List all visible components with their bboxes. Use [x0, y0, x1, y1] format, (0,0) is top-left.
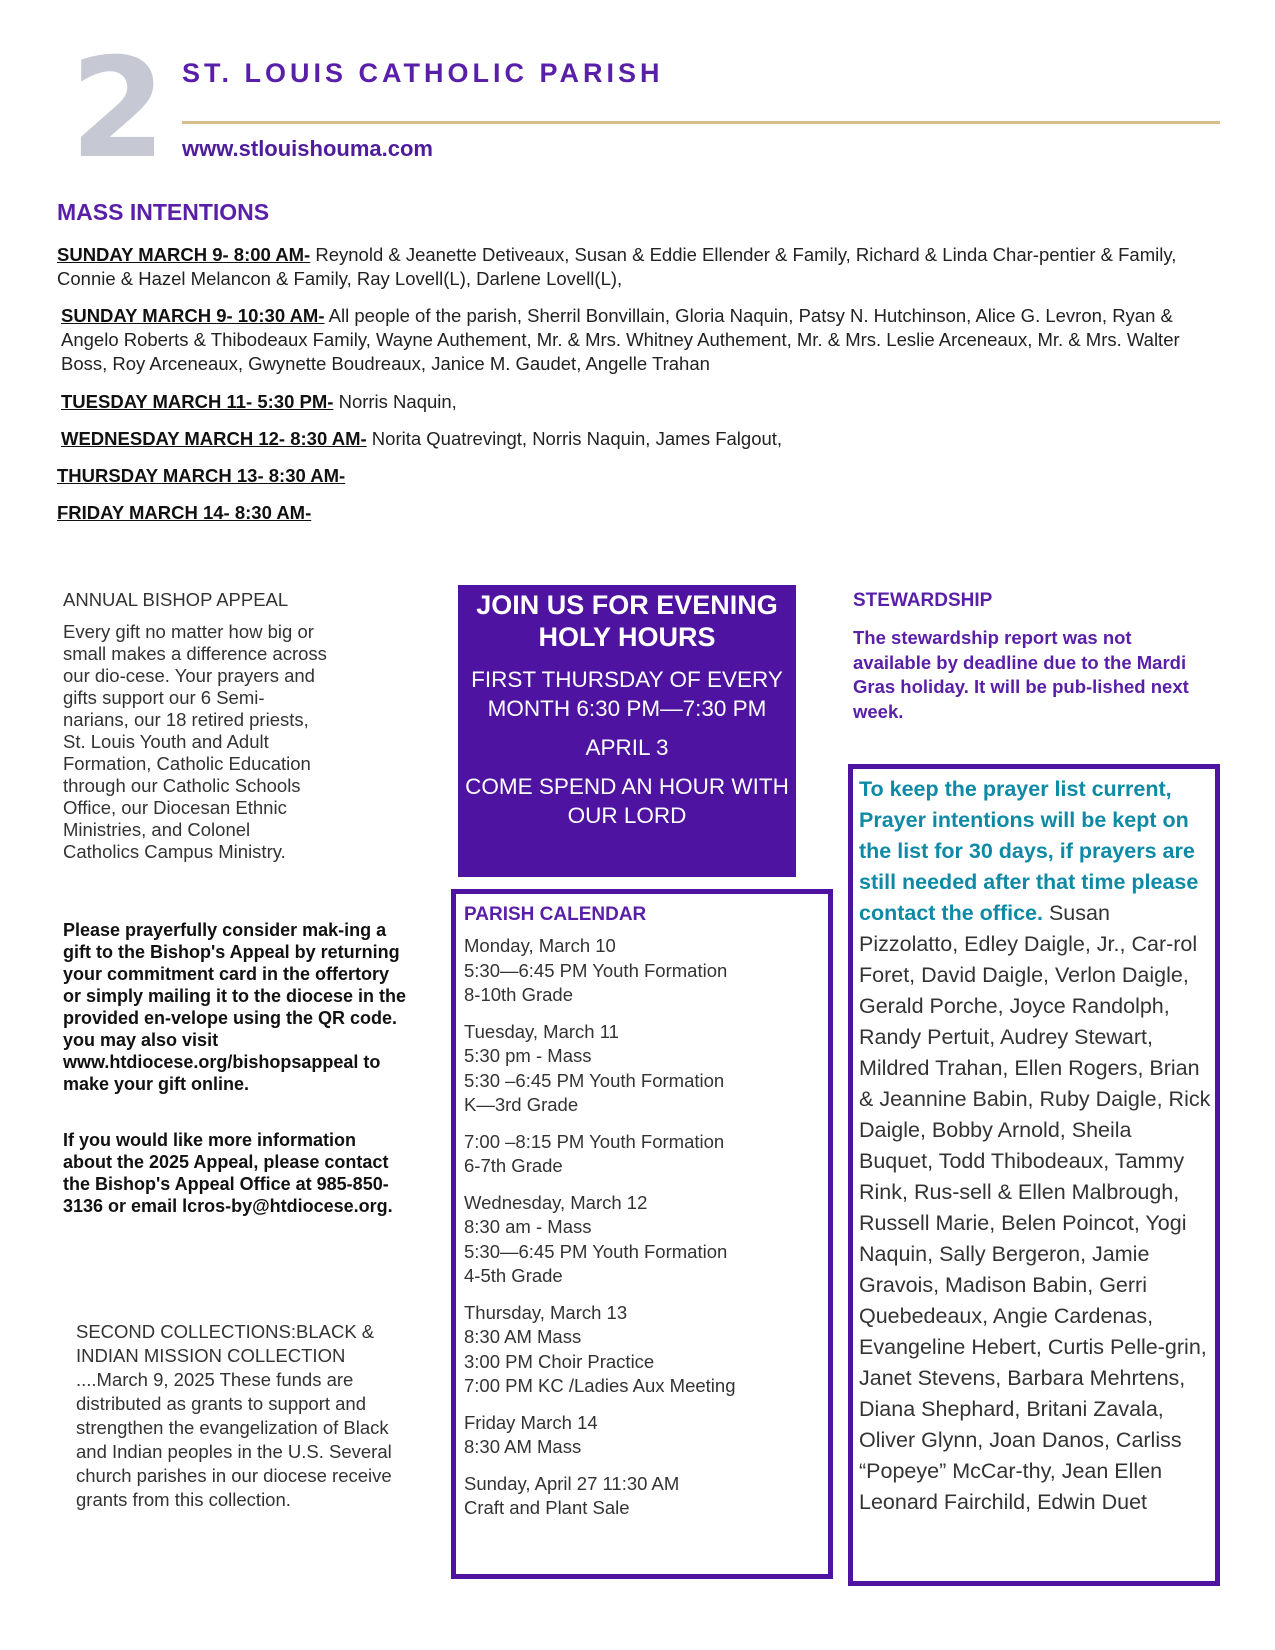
- calendar-entry: [464, 1411, 822, 1460]
- calendar-entry: [464, 1191, 822, 1289]
- calendar-entry-line: 5:30 –6:45 PM Youth Formation: [464, 1069, 725, 1091]
- holy-hours-date: APRIL 3: [585, 735, 669, 760]
- calendar-entry-line: 8:30 am - Mass: [464, 1216, 592, 1237]
- holy-hours-invite: COME SPEND AN HOUR WITH OUR LORD: [465, 774, 789, 828]
- mass-intention-names: Reynold & Jeanette Detiveaux, Susan & Eddie Ellender & Family, Richard & Linda Char-pentier & Family, Connie & Hazel Melancon & Family, Ray Lovell(L), Darlene Lovell(L),: [57, 244, 1177, 289]
- stewardship-heading: STEWARDSHIP: [853, 590, 993, 611]
- calendar-entry-line: 8:30 AM Mass: [464, 1326, 582, 1347]
- calendar-entry-line: 7:00 PM KC /Ladies Aux Meeting: [464, 1375, 736, 1396]
- mass-intention-entry: [57, 243, 1187, 291]
- holy-hours-banner: [458, 585, 796, 877]
- bishop-appeal-heading: ANNUAL BISHOP APPEAL: [63, 589, 289, 610]
- calendar-entry-date: Friday March 14: [464, 1411, 598, 1433]
- calendar-entry: [464, 1020, 822, 1118]
- bishop-appeal-request: Please prayerfully consider mak-ing a gift to the Bishop's Appeal by returning your commitment card in the offertory or simply mailing it to the diocese in the provided en-velope using the QR code. you may also visit www.htdiocese.org/bishopsappeal to make your gift online.: [63, 920, 407, 1094]
- parish-title: ST. LOUIS CATHOLIC PARISH: [182, 58, 664, 88]
- calendar-entry-date: Wednesday, March 12: [464, 1191, 648, 1213]
- bishop-appeal-contact: If you would like more information about the 2025 Appeal, please contact the Bishop's Appeal Office at 985-850-3136 or email lcros-by@htdiocese.org.: [63, 1130, 393, 1216]
- mass-intention-label: THURSDAY MARCH 13- 8:30 AM-: [57, 465, 346, 486]
- holy-hours-title: JOIN US FOR EVENING HOLY HOURS: [476, 590, 778, 652]
- mass-intention-entry: [61, 427, 1191, 451]
- calendar-entry-line: Craft and Plant Sale: [464, 1497, 630, 1518]
- calendar-entry: [464, 934, 822, 1008]
- mass-intention-label: FRIDAY MARCH 14- 8:30 AM-: [57, 502, 312, 523]
- calendar-entry-line: K—3rd Grade: [464, 1094, 579, 1115]
- mass-intention-entry: [61, 304, 1191, 376]
- parish-calendar: [451, 889, 833, 1579]
- mass-intention-names: All people of the parish, Sherril Bonvillain, Gloria Naquin, Patsy N. Hutchinson, Alice G. Levron, Ryan & Angelo Roberts & Thibodeaux Family, Wayne Authement, Mr. & Mrs. Whitney Authement, Mr. & Mrs. Leslie Arceneaux, Mr. & Mrs. Walter Boss, Roy Arceneaux, Gwynette Boudreaux, Janice M. Gaudet, Angelle Trahan: [61, 305, 1180, 374]
- calendar-entry-line: 8:30 AM Mass: [464, 1436, 582, 1457]
- website-link[interactable]: www.stlouishouma.com: [182, 136, 433, 161]
- calendar-entry-line: 4-5th Grade: [464, 1265, 563, 1286]
- calendar-entry-line: 5:30—6:45 PM Youth Formation: [464, 959, 728, 981]
- second-collection-notice: SECOND COLLECTIONS:BLACK & INDIAN MISSION COLLECTION ....March 9, 2025 These funds are distributed as grants to support and strengthen the evangelization of Black and Indian peoples in the U.S. Several church parishes in our diocese receive grants from this collection.: [76, 1321, 392, 1510]
- calendar-entry-line: 3:00 PM Choir Practice: [464, 1350, 655, 1372]
- mass-intention-label: SUNDAY MARCH 9- 8:00 AM-: [57, 244, 311, 265]
- parish-calendar-heading: PARISH CALENDAR: [464, 904, 647, 925]
- calendar-entry-date: Monday, March 10: [464, 935, 616, 956]
- calendar-entry-date: Thursday, March 13: [464, 1301, 628, 1323]
- mass-intention-names: Norris Naquin,: [333, 391, 457, 412]
- mass-intentions-heading: MASS INTENTIONS: [57, 199, 270, 225]
- prayer-list-policy: To keep the prayer list current, Prayer intentions will be kept on the list for 30 days, if prayers are still needed after that time please contact the office.: [859, 777, 1199, 925]
- stewardship-notice: The stewardship report was not available by deadline due to the Mardi Gras holiday. It will be pub-lished next week.: [853, 627, 1189, 722]
- mass-intention-entry: [57, 501, 1187, 525]
- mass-intention-label: TUESDAY MARCH 11- 5:30 PM-: [61, 391, 334, 412]
- calendar-entry-line: 6-7th Grade: [464, 1155, 563, 1176]
- calendar-entry-line: 8-10th Grade: [464, 984, 574, 1005]
- calendar-entry: [464, 1472, 822, 1521]
- mass-intention-names: Norita Quatrevingt, Norris Naquin, James Falgout,: [366, 428, 783, 449]
- mass-intention-label: WEDNESDAY MARCH 12- 8:30 AM-: [61, 428, 367, 449]
- calendar-entry-date: 7:00 –8:15 PM Youth Formation: [464, 1130, 725, 1152]
- calendar-entry-line: 5:30 pm - Mass: [464, 1045, 592, 1066]
- calendar-entry-date: Tuesday, March 11: [464, 1020, 619, 1042]
- calendar-entry: [464, 1301, 822, 1399]
- calendar-entry-date: Sunday, April 27 11:30 AM: [464, 1472, 680, 1494]
- prayer-list: [848, 764, 1220, 1586]
- prayer-list-names: Susan Pizzolatto, Edley Daigle, Jr., Car-rol Foret, David Daigle, Verlon Daigle, Gerald Porche, Joyce Randolph, Randy Pertuit, Audrey Stewart, Mildred Trahan, Ellen Rogers, Brian & Jeannine Babin, Ruby Daigle, Rick Daigle, Bobby Arnold, Sheila Buquet, Todd Thibodeaux, Tammy Rink, Rus-sell & Ellen Malbrough, Russell Marie, Belen Poincot, Yogi Naquin, Sally Bergeron, Jamie Gravois, Madison Babin, Gerri Quebedeaux, Angie Cardenas, Evangeline Hebert, Curtis Pelle-grin, Janet Stevens, Barbara Mehrtens, Diana Shephard, Britani Zavala, Oliver Glynn, Joan Danos, Carliss “Popeye” McCar-thy, Jean Ellen Leonard Fairchild, Edwin Duet: [859, 901, 1211, 1514]
- holy-hours-schedule: FIRST THURSDAY OF EVERY MONTH 6:30 PM—7:30 PM: [471, 667, 783, 721]
- calendar-entry-line: 5:30—6:45 PM Youth Formation: [464, 1240, 728, 1262]
- bishop-appeal-intro: Every gift no matter how big or small makes a difference across our dio-cese. Your prayers and gifts support our 6 Semi-narians, our 18 retired priests, St. Louis Youth and Adult Formation, Catholic Education through our Catholic Schools Office, our Diocesan Ethnic Ministries, and Colonel Catholics Campus Ministry.: [63, 621, 327, 862]
- calendar-entry: [464, 1130, 822, 1179]
- mass-intention-label: SUNDAY MARCH 9- 10:30 AM-: [61, 305, 325, 326]
- header-divider: [182, 121, 1220, 124]
- calendar-entry-list: [464, 934, 822, 1533]
- mass-intention-entry: [61, 390, 1191, 414]
- page-number: 2: [70, 28, 167, 189]
- mass-intention-entry: [57, 464, 1187, 488]
- prayer-list-text: [859, 774, 1211, 1518]
